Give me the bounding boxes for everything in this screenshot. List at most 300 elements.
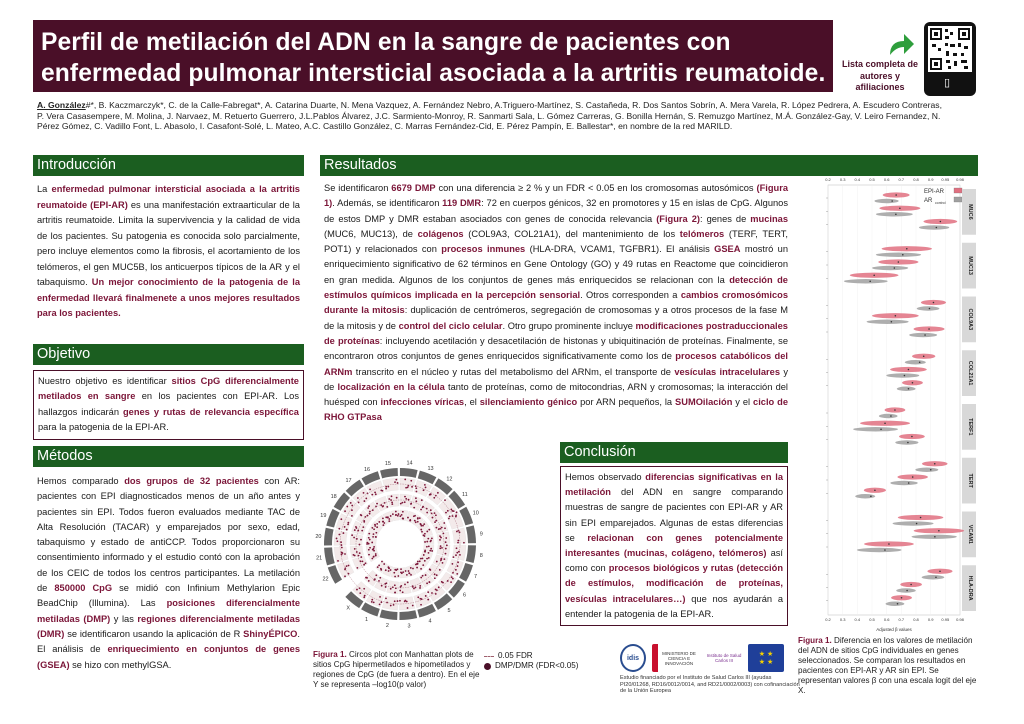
- manhattan-dot: [371, 599, 373, 601]
- manhattan-dot: [385, 486, 387, 488]
- manhattan-dot: [381, 585, 383, 587]
- chromosome-label: 9: [479, 531, 483, 538]
- manhattan-dot: [394, 592, 396, 594]
- res-h3: telómeros: [679, 228, 725, 239]
- intro-highlight-1: enfermedad pulmonar intersticial asociada a la artritis reumatoide (EPI-AR): [37, 184, 300, 210]
- introduccion-text: [37, 182, 300, 322]
- res-h15: SUMOilación: [675, 397, 733, 408]
- manhattan-dot: [406, 601, 408, 603]
- manhattan-dot: [362, 560, 364, 562]
- manhattan-dot: [390, 588, 392, 590]
- manhattan-dot: [423, 523, 425, 525]
- manhattan-dot: [420, 525, 422, 527]
- manhattan-dot: [357, 530, 359, 532]
- x-tick-label-top: 0.8: [913, 177, 919, 182]
- manhattan-dot: [417, 596, 419, 598]
- manhattan-dot: [452, 515, 454, 517]
- intro-highlight-2: Un mejor conocimiento de la patogenia de la enfermedad llevará finalmenete a unos mejores resultados para los pacientes.: [37, 277, 301, 318]
- manhattan-dot: [346, 565, 348, 567]
- res-b1: 6679 DMP: [391, 183, 436, 193]
- metodos-heading: Métodos: [33, 446, 304, 467]
- manhattan-dot: [451, 563, 453, 565]
- manhattan-dot: [378, 521, 380, 523]
- epi-median-dot: [895, 315, 897, 317]
- manhattan-dot: [450, 581, 452, 583]
- ar-violin: [857, 548, 902, 552]
- manhattan-dot: [390, 515, 392, 517]
- chromosome-label: 16: [363, 466, 371, 473]
- manhattan-dot: [351, 509, 353, 511]
- manhattan-dot: [367, 507, 369, 509]
- manhattan-dot: [440, 545, 442, 547]
- figure2-label: Figura 1.: [798, 636, 832, 645]
- manhattan-dot: [367, 515, 369, 517]
- manhattan-dot: [404, 479, 406, 481]
- res-t8: (TERF, TERT, POT1) y relacionados con: [324, 228, 788, 255]
- manhattan-dot: [372, 536, 374, 538]
- manhattan-dot: [420, 529, 422, 531]
- manhattan-dot: [423, 554, 425, 556]
- ar-median-dot: [908, 388, 910, 390]
- manhattan-dot: [434, 521, 436, 523]
- manhattan-dot: [453, 556, 455, 558]
- ar-median-dot: [930, 469, 932, 471]
- manhattan-dot: [415, 564, 417, 566]
- manhattan-dot: [416, 567, 418, 569]
- manhattan-dot: [391, 501, 393, 503]
- manhattan-dot: [378, 564, 380, 566]
- manhattan-dot: [456, 531, 458, 533]
- epi-median-dot: [908, 369, 910, 371]
- res-t13: . Otro grupo prominente incluye: [502, 320, 636, 331]
- manhattan-dot: [425, 487, 427, 489]
- conc-text-1: Hemos observado: [565, 472, 646, 482]
- manhattan-dot: [419, 560, 421, 562]
- epi-median-dot: [884, 422, 886, 424]
- manhattan-dot: [420, 568, 422, 570]
- x-tick-label-bottom: 0.6: [883, 617, 890, 622]
- manhattan-dot: [436, 561, 438, 563]
- ar-violin: [893, 521, 934, 525]
- manhattan-dot: [448, 518, 450, 520]
- manhattan-dot: [443, 558, 445, 560]
- eu-stars-icon: ★ ★ ★ ★: [758, 651, 774, 666]
- manhattan-dot: [429, 568, 431, 570]
- manhattan-dot: [338, 534, 340, 536]
- manhattan-dot: [430, 509, 432, 511]
- ar-violin: [886, 602, 905, 606]
- manhattan-dot: [405, 498, 407, 500]
- res-h6: detección de estímulos químicos implicada en la percepción sensorial: [324, 274, 788, 301]
- objetivo-text-1: Nuestro objetivo es identificar: [38, 376, 172, 386]
- manhattan-dot: [407, 485, 409, 487]
- manhattan-dot: [408, 499, 410, 501]
- manhattan-dot: [373, 533, 375, 535]
- chromosome-label: 1: [365, 616, 369, 623]
- manhattan-dot: [449, 515, 451, 517]
- manhattan-dot: [436, 574, 438, 576]
- res-t1: Se identificaron: [324, 183, 392, 193]
- manhattan-dot: [385, 488, 387, 490]
- res-t11: . Otros corresponden a: [580, 290, 681, 301]
- manhattan-dot: [397, 515, 399, 517]
- metodos-text-2: con AR: pacientes con EPI diagnosticados menos de un año antes y pacientes sin EPI. Todos fueron evaluados mediante TAC de Alta Resolución (TACAR) y emparejados por sexo, edad, tabaquismo y estado de antiCCP. Todos proporcionaron su consentimiento informado y el estudio contó con la aprobación de los CEIC de todos los centros participantes. La metilación de: [37, 476, 300, 594]
- authors-list: [37, 100, 942, 132]
- legend-epi-label: EPI-AR: [924, 189, 945, 195]
- manhattan-dot: [353, 554, 355, 556]
- gene-label: COL9A3: [967, 308, 973, 331]
- x-tick-label-top: 0.5: [869, 177, 875, 182]
- res-h1: mucinas: [750, 213, 788, 224]
- conc-highlight-2: relacionan con genes potencialmente interesantes (mucinas, colágeno, telómeros): [565, 532, 783, 559]
- manhattan-dot: [394, 481, 396, 483]
- legend-ar-sub-label: control: [935, 201, 946, 205]
- manhattan-dot: [373, 602, 375, 604]
- x-tick-label-bottom: 0.8: [913, 617, 919, 622]
- manhattan-dot: [422, 564, 424, 566]
- manhattan-dot: [354, 548, 356, 550]
- epi-median-dot: [912, 476, 914, 478]
- manhattan-dot: [374, 491, 376, 493]
- qr-squares-icon: [928, 26, 972, 72]
- manhattan-dot: [420, 558, 422, 560]
- manhattan-dot: [380, 569, 382, 571]
- x-tick-label-bottom: 0.2: [825, 617, 831, 622]
- manhattan-dot: [451, 510, 453, 512]
- manhattan-dot: [360, 514, 362, 516]
- manhattan-dot: [356, 527, 358, 529]
- manhattan-dot: [451, 576, 453, 578]
- manhattan-dot: [351, 534, 353, 536]
- ar-median-dot: [869, 280, 871, 282]
- manhattan-dot: [463, 542, 465, 544]
- manhattan-dot: [351, 505, 353, 507]
- manhattan-dot: [422, 525, 424, 527]
- manhattan-dot: [346, 529, 348, 531]
- manhattan-dot: [387, 486, 389, 488]
- metodos-text-6: . El análisis de: [37, 628, 300, 655]
- x-tick-label-bottom: 0.4: [854, 617, 861, 622]
- manhattan-dot: [402, 571, 404, 573]
- objetivo-box: [33, 370, 304, 440]
- manhattan-dot: [356, 589, 358, 591]
- manhattan-dot: [426, 531, 428, 533]
- manhattan-dot: [426, 541, 428, 543]
- manhattan-dot: [376, 523, 378, 525]
- manhattan-dot: [452, 578, 454, 580]
- manhattan-dot: [353, 537, 355, 539]
- dash-line-icon: [484, 656, 494, 657]
- manhattan-dot: [347, 522, 349, 524]
- x-tick-label-top: 0.3: [839, 177, 846, 182]
- ar-violin: [895, 440, 918, 444]
- manhattan-dot: [446, 544, 448, 546]
- manhattan-dot: [375, 506, 377, 508]
- idis-logo: idis: [620, 644, 646, 672]
- manhattan-dot: [444, 499, 446, 501]
- manhattan-dot: [439, 547, 441, 549]
- manhattan-dot: [387, 566, 389, 568]
- manhattan-dot: [399, 600, 401, 602]
- manhattan-dot: [414, 520, 416, 522]
- manhattan-dot: [340, 541, 342, 543]
- manhattan-dot: [445, 553, 447, 555]
- manhattan-dot: [360, 560, 362, 562]
- manhattan-dot: [435, 514, 437, 516]
- ar-median-dot: [870, 495, 872, 497]
- epi-median-dot: [888, 543, 890, 545]
- manhattan-dot: [388, 570, 390, 572]
- manhattan-dot: [368, 533, 370, 535]
- chromosome-label: 7: [473, 573, 478, 580]
- ar-median-dot: [897, 603, 899, 605]
- manhattan-dot: [419, 585, 421, 587]
- hyper-track: [452, 545, 466, 561]
- manhattan-dot: [368, 537, 370, 539]
- manhattan-dot: [338, 528, 340, 530]
- manhattan-dot: [410, 574, 412, 576]
- manhattan-dot: [434, 512, 436, 514]
- manhattan-dot: [400, 568, 402, 570]
- epi-median-dot: [920, 517, 922, 519]
- resultados-heading: Resultados: [320, 155, 978, 176]
- manhattan-dot: [387, 516, 389, 518]
- manhattan-dot: [394, 576, 396, 578]
- manhattan-dot: [430, 494, 432, 496]
- manhattan-dot: [424, 560, 426, 562]
- manhattan-dot: [433, 497, 435, 499]
- res-t3: . Además, se identificaron: [332, 198, 443, 209]
- manhattan-dot: [336, 538, 338, 540]
- manhattan-dot: [368, 543, 370, 545]
- res-t4: : 72 en cuerpos génicos, 32 en promotores y 15 en islas de CpG. Algunos de estos DMP y DMR estaban asociados con genes de conocida relevancia: [324, 198, 788, 224]
- share-arrow-icon: [886, 31, 916, 57]
- ar-median-dot: [929, 308, 931, 310]
- chromosome-band: [324, 528, 334, 546]
- manhattan-dot: [382, 518, 384, 520]
- manhattan-dot: [434, 577, 436, 579]
- res-h4: procesos inmunes: [441, 244, 526, 255]
- manhattan-dot: [428, 552, 430, 554]
- poster-title: [41, 27, 825, 89]
- ar-median-dot: [890, 415, 892, 417]
- eu-flag-logo: [748, 644, 784, 672]
- x-tick-label-bottom: 0.7: [898, 617, 905, 622]
- manhattan-dot: [375, 493, 377, 495]
- ar-violin: [909, 333, 937, 337]
- manhattan-dot: [363, 492, 365, 494]
- ar-median-dot: [891, 321, 893, 323]
- metodos-text-3: se midió con Infinium Methylarion Epic BeadChip (Illumina). Las: [37, 583, 301, 609]
- legend-ar-label: AR: [924, 198, 933, 204]
- x-tick-label-top: 0.4: [854, 177, 861, 182]
- ar-violin: [897, 387, 916, 391]
- manhattan-dot: [447, 510, 449, 512]
- manhattan-dot: [406, 574, 408, 576]
- chromosome-label: 21: [316, 555, 323, 562]
- manhattan-dot: [417, 521, 419, 523]
- manhattan-dot: [457, 542, 459, 544]
- res-h2: colágenos: [417, 228, 464, 239]
- isciii-logo: Instituto de Salud Carlos III: [706, 653, 742, 663]
- manhattan-dot: [366, 543, 368, 545]
- ar-median-dot: [919, 361, 921, 363]
- manhattan-dot: [428, 529, 430, 531]
- ar-median-dot: [891, 200, 893, 202]
- epi-median-dot: [898, 261, 900, 263]
- manhattan-dot: [365, 498, 367, 500]
- manhattan-dot: [455, 569, 457, 571]
- manhattan-dot: [344, 575, 346, 577]
- manhattan-dot: [421, 531, 423, 533]
- manhattan-dot: [426, 582, 428, 584]
- manhattan-dot: [366, 577, 368, 579]
- manhattan-dot: [404, 600, 406, 602]
- ar-violin: [879, 414, 898, 418]
- manhattan-dot: [394, 600, 396, 602]
- manhattan-dot: [388, 518, 390, 520]
- x-tick-label-top: 0.98: [956, 177, 964, 182]
- res-h11: vesículas intracelulares: [674, 366, 780, 377]
- res-t18: , el: [464, 397, 480, 408]
- manhattan-dot: [379, 603, 381, 605]
- manhattan-dot: [426, 512, 428, 514]
- figure1-label: Figura 1.: [313, 650, 347, 659]
- resultados-text: [324, 181, 788, 426]
- manhattan-dot: [402, 518, 404, 520]
- ar-median-dot: [908, 482, 910, 484]
- phone-icon: ▯: [944, 77, 951, 89]
- hypo-track: [437, 545, 450, 557]
- manhattan-dot: [356, 538, 358, 540]
- manhattan-dot: [337, 560, 339, 562]
- manhattan-dot: [456, 573, 458, 575]
- res-t14: : incluyendo acetilación y desacetilación de histonas y ubiquitinación de proteínas. Finalmente, se encontraron otros conjuntos de genes enriquecidos significativamente como los de: [324, 335, 789, 362]
- manhattan-dot: [393, 604, 395, 606]
- manhattan-dot: [348, 573, 350, 575]
- manhattan-dot: [423, 489, 425, 491]
- circos-plot: [315, 440, 483, 648]
- manhattan-dot: [385, 582, 387, 584]
- manhattan-dot: [385, 569, 387, 571]
- manhattan-dot: [404, 584, 406, 586]
- manhattan-dot: [392, 513, 394, 515]
- chromosome-label: 6: [462, 592, 467, 599]
- manhattan-dot: [388, 498, 390, 500]
- objetivo-text-2: en los pacientes con EPI-AR. Los hallazgos indicarán: [38, 391, 299, 417]
- legend-dmp-label: DMP/DMR (FDR<0.05): [495, 661, 579, 670]
- gene-label: HLA-DRA: [967, 575, 973, 601]
- manhattan-dot: [422, 575, 424, 577]
- ar-median-dot: [935, 576, 937, 578]
- manhattan-dot: [424, 551, 426, 553]
- manhattan-dot: [375, 574, 377, 576]
- manhattan-dot: [373, 550, 375, 552]
- manhattan-dot: [344, 510, 346, 512]
- qr-code-icon[interactable]: [924, 22, 976, 96]
- manhattan-dot: [371, 542, 373, 544]
- res-t16: y de: [324, 366, 789, 392]
- res-h7: cambios cromosómicos durante la mitosis: [324, 290, 788, 316]
- manhattan-dot: [424, 533, 426, 535]
- manhattan-dot: [360, 539, 362, 541]
- chromosome-band: [399, 610, 417, 620]
- epi-median-dot: [928, 328, 930, 330]
- manhattan-dot: [362, 526, 364, 528]
- figure2-caption-text: Diferencia en los valores de metilación del ADN de sitios CpG individuales en genes seleccionados. Se comparan los resultados en pacientes con EPI-AR y AR sin EPI. Se representan valores β con una escala logit del eje X.: [798, 636, 977, 695]
- manhattan-dot: [393, 572, 395, 574]
- ar-median-dot: [934, 536, 936, 538]
- manhattan-dot: [455, 516, 457, 518]
- manhattan-dot: [427, 538, 429, 540]
- res-h12: localización en la célula: [337, 381, 445, 392]
- epi-median-dot: [910, 584, 912, 586]
- manhattan-dot: [440, 537, 442, 539]
- manhattan-dot: [395, 514, 397, 516]
- ar-median-dot: [884, 549, 886, 551]
- manhattan-dot: [390, 569, 392, 571]
- manhattan-dot: [409, 573, 411, 575]
- manhattan-dot: [415, 521, 417, 523]
- manhattan-dot: [400, 586, 402, 588]
- manhattan-dot: [431, 592, 433, 594]
- manhattan-dot: [348, 565, 350, 567]
- intro-text-1: La: [37, 184, 52, 194]
- manhattan-dot: [420, 509, 422, 511]
- metodos-text: [37, 474, 300, 673]
- manhattan-dot: [385, 516, 387, 518]
- manhattan-dot: [410, 567, 412, 569]
- gene-label: VCAM1: [967, 524, 973, 545]
- manhattan-dot: [375, 553, 377, 555]
- ar-violin: [890, 481, 917, 485]
- manhattan-dot: [395, 511, 397, 513]
- chromosome-label: 12: [446, 476, 453, 483]
- ar-median-dot: [924, 334, 926, 336]
- manhattan-dot: [413, 515, 415, 517]
- chromosome-band: [466, 545, 476, 563]
- objetivo-text-3: para la patogenia de la EPI-AR.: [38, 422, 169, 433]
- ar-violin: [919, 225, 949, 229]
- manhattan-dot: [428, 557, 430, 559]
- epi-median-dot: [911, 436, 913, 438]
- manhattan-dot: [407, 486, 409, 488]
- manhattan-dot: [390, 605, 392, 607]
- introduccion-heading: Introducción: [33, 155, 304, 176]
- res-b4: (Figura 2): [656, 213, 700, 224]
- manhattan-dot: [340, 518, 342, 520]
- gene-label: MUC13: [967, 256, 973, 275]
- dot-icon: [484, 663, 491, 670]
- title-banner: [33, 20, 833, 92]
- manhattan-dot: [391, 503, 393, 505]
- manhattan-dot: [358, 502, 360, 504]
- manhattan-dot: [443, 522, 445, 524]
- manhattan-dot: [407, 517, 409, 519]
- gene-label: MUC6: [967, 204, 973, 220]
- manhattan-dot: [431, 538, 433, 540]
- funding-logos: [620, 643, 790, 673]
- manhattan-dot: [382, 506, 384, 508]
- chromosome-label: 4: [428, 618, 432, 625]
- manhattan-dot: [371, 527, 373, 529]
- manhattan-dot: [428, 545, 430, 547]
- gene-label: TERF1: [967, 418, 973, 436]
- epi-median-dot: [906, 248, 908, 250]
- res-t17: tanto de proteínas, como de mitocondrias, ARN y cromosomas; la interacción del huésped con: [324, 381, 788, 408]
- manhattan-dot: [351, 515, 353, 517]
- manhattan-dot: [427, 599, 429, 601]
